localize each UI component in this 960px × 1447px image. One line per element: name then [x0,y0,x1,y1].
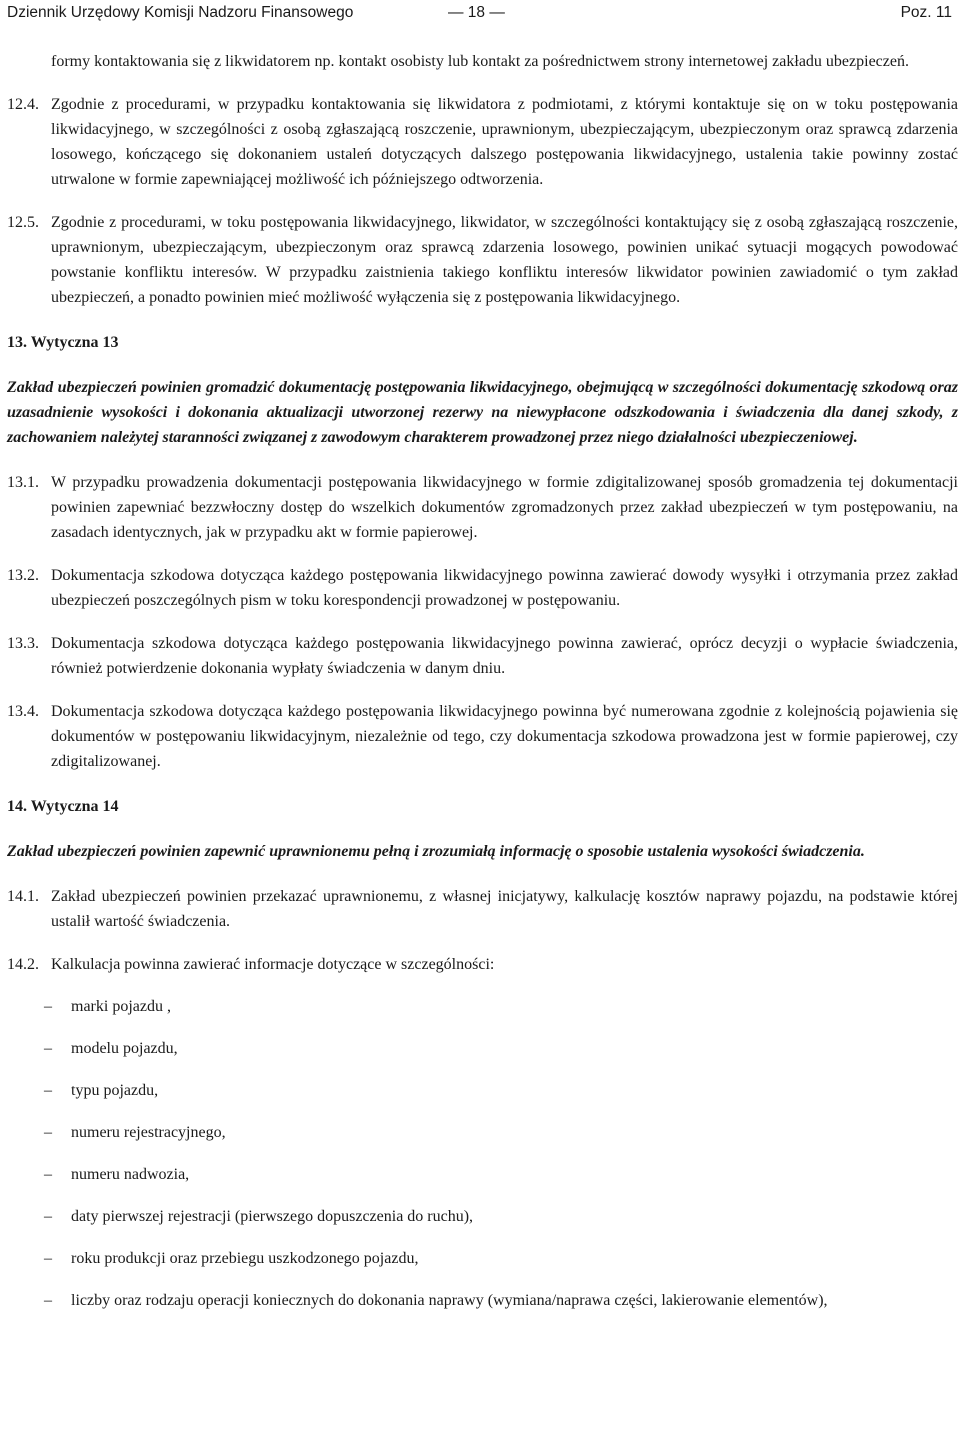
paragraph-12-4 [7,92,958,192]
list-item [7,1078,958,1103]
list-item-text: roku produkcji oraz przebiegu uszkodzonego pojazdu, [71,1250,419,1267]
paragraph-14-2 [7,952,958,977]
list-item-text: numeru rejestracyjnego, [71,1124,226,1141]
section-14-heading: 14. Wytyczna 14 [7,798,119,815]
paragraph-number: 13.4. [7,703,39,720]
list-item [7,1036,958,1061]
list-item [7,1162,958,1187]
list-item-text: modelu pojazdu, [71,1040,178,1057]
section-14-lead: Zakład ubezpieczeń powinien zapewnić uprawnionemu pełną i zrozumiałą informację o sposobie ustalenia wysokości świadczenia. [7,843,865,860]
list-item [7,1120,958,1145]
dash-bullet: – [44,998,52,1015]
paragraph-text: Zgodnie z procedurami, w przypadku kontaktowania się likwidatora z podmiotami, z którymi kontaktuje się on w toku postępowania likwidacyjnego, w szczególności z osobą zgłaszającą roszczenie, uprawnionym, ubezpieczającym, ubezpieczonym oraz sprawcą zdarzenia losowego, kończącego się dokonaniem ustaleń dotyczących dalszego postępowania likwidacyjnego, ustalenia takie powinny zostać utrwalone w formie zapewniającej możliwość ich późniejszego odtworzenia. [51,96,958,188]
list-item [7,1204,958,1229]
paragraph-text: Dokumentacja szkodowa dotycząca każdego postępowania likwidacyjnego powinna być numerowana zgodnie z kolejnością pojawienia się dokumentów w postępowaniu likwidacyjnym, niezależnie od tego, czy dokumentacja szkodowa prowadzona jest w formie papierowej, czy zdigitalizowanej. [51,703,958,770]
position-number: Poz. 11 [900,4,952,21]
page-number: — 18 — [448,4,505,21]
dash-bullet: – [44,1292,52,1309]
list-item [7,994,958,1019]
intro-paragraph: formy kontaktowania się z likwidatorem np. kontakt osobisty lub kontakt za pośrednictwem strony internetowej zakładu ubezpieczeń. [51,53,909,70]
dash-bullet: – [44,1208,52,1225]
paragraph-14-1 [7,884,958,934]
paragraph-13-4 [7,699,958,774]
paragraph-text: Dokumentacja szkodowa dotycząca każdego postępowania likwidacyjnego powinna zawierać dowody wysyłki i otrzymania przez zakład ubezpieczeń poszczególnych pism w toku korespondencji prowadzonej w postępowaniu. [51,567,958,609]
paragraph-text: Zgodnie z procedurami, w toku postępowania likwidacyjnego, likwidator, w szczególności kontaktujący się z osobą zgłaszającą roszczenie, uprawnionym, ubezpieczającym, ubezpieczonym oraz sprawcą zdarzenia losowego, powinien unikać sytuacji mogących powodować powstanie konfliktu interesów. W przypadku zaistnienia takiego konfliktu interesów likwidator powinien zawiadomić o tym zakład ubezpieczeń, a ponadto powinien mieć możliwość wyłączenia się z postępowania likwidacyjnego. [51,214,958,306]
paragraph-13-1 [7,470,958,545]
paragraph-number: 14.2. [7,956,39,973]
paragraph-text: Zakład ubezpieczeń powinien przekazać uprawnionemu, z własnej inicjatywy, kalkulację kosztów naprawy pojazdu, na podstawie której ustalił wartość świadczenia. [51,888,958,930]
page-header [7,0,952,25]
journal-title: Dziennik Urzędowy Komisji Nadzoru Finansowego [7,4,354,21]
paragraph-text: Dokumentacja szkodowa dotycząca każdego postępowania likwidacyjnego powinna zawierać, oprócz decyzji o wypłacie świadczenia, również potwierdzenie dokonania wypłaty świadczenia w danym dniu. [51,635,958,677]
paragraph-number: 13.3. [7,635,39,652]
section-13-heading: 13. Wytyczna 13 [7,334,119,351]
document-body [7,49,958,1313]
list-item-text: typu pojazdu, [71,1082,159,1099]
list-item-text: liczby oraz rodzaju operacji koniecznych do dokonania naprawy (wymiana/naprawa części, lakierowanie elementów), [71,1292,828,1309]
paragraph-12-5 [7,210,958,310]
dash-bullet: – [44,1166,52,1183]
list-item-text: daty pierwszej rejestracji (pierwszego dopuszczenia do ruchu), [71,1208,474,1225]
paragraph-text: Kalkulacja powinna zawierać informacje dotyczące w szczególności: [51,956,495,973]
list-item-text: numeru nadwozia, [71,1166,190,1183]
list-item-text: marki pojazdu , [71,998,171,1015]
paragraph-text: W przypadku prowadzenia dokumentacji postępowania likwidacyjnego w formie zdigitalizowanej sposób gromadzenia tej dokumentacji powinien zapewniać bezzwłoczny dostęp do wszelkich dokumentów zgromadzonych przez zakład ubezpieczeń w tym postępowaniu, na zasadach identycznych, jak w przypadku akt w formie papierowej. [51,474,958,541]
paragraph-number: 12.5. [7,214,39,231]
section-13-lead: Zakład ubezpieczeń powinien gromadzić dokumentację postępowania likwidacyjnego, obejmującą w szczególności dokumentację szkodową oraz uzasadnienie wysokości i dokonania aktualizacji utworzonej rezerwy na niewypłacone odszkodowania i świadczenia dla danej szkody, z zachowaniem należytej staranności związanej z zawodowym charakterem prowadzonej przez niego działalności ubezpieczeniowej. [7,379,958,446]
dash-bullet: – [44,1124,52,1141]
list-item [7,1246,958,1271]
paragraph-13-2 [7,563,958,613]
paragraph-number: 13.2. [7,567,39,584]
paragraph-13-3 [7,631,958,681]
list-item [7,1288,958,1313]
paragraph-number: 12.4. [7,96,39,113]
paragraph-number: 13.1. [7,474,39,491]
dash-bullet: – [44,1250,52,1267]
paragraph-number: 14.1. [7,888,39,905]
dash-bullet: – [44,1040,52,1057]
dash-bullet: – [44,1082,52,1099]
